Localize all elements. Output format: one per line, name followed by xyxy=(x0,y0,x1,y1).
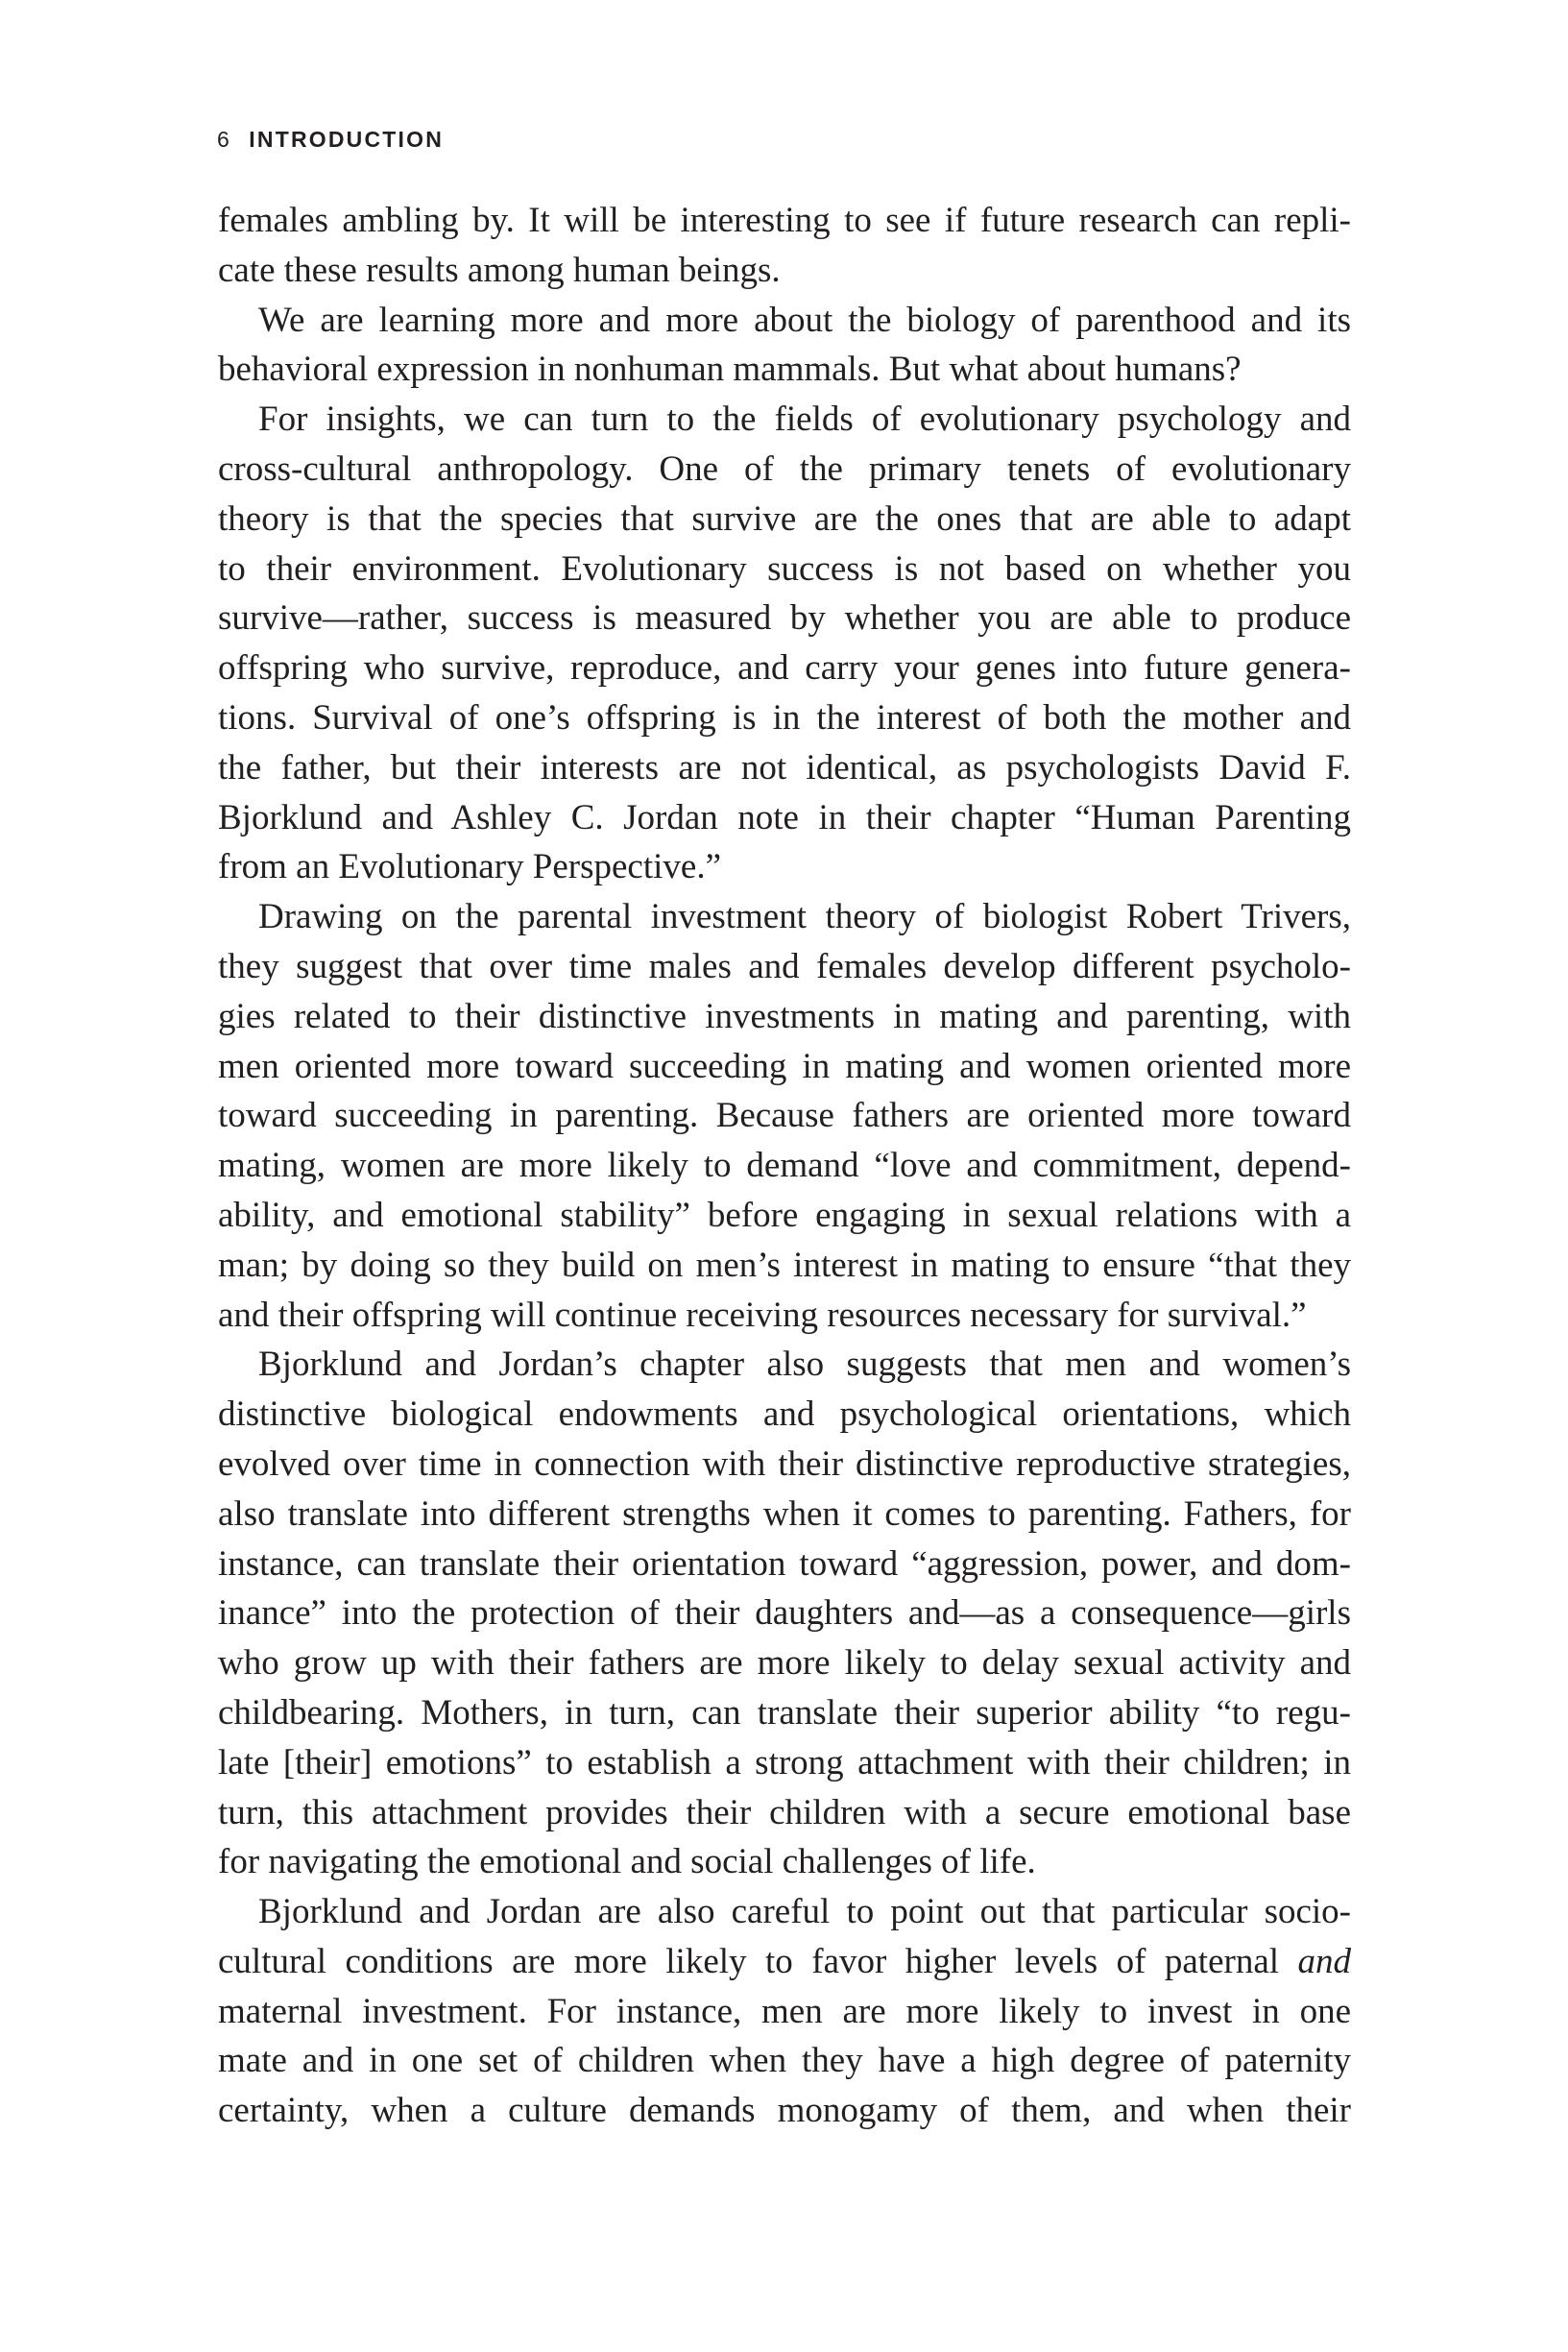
text-line: We are learning more and more about the biology of parenthood and its xyxy=(258,300,1351,340)
body-text xyxy=(218,196,1351,2136)
text-line: behavioral expression in nonhuman mammals. But what about humans? xyxy=(218,350,1242,390)
text-line: Bjorklund and Ashley C. Jordan note in their chapter “Human Parenting xyxy=(218,797,1351,837)
text-line: distinctive biological endowments and psychological orientations, which xyxy=(218,1394,1351,1435)
section-title: INTRODUCTION xyxy=(249,127,445,152)
text-line: to their environment. Evolutionary success is not based on whether you xyxy=(218,548,1351,589)
text-run: cultural conditions are more likely to favor higher levels of paternal xyxy=(218,1941,1298,1981)
text-line xyxy=(218,1937,1351,1987)
text-line: turn, this attachment provides their children with a secure emotional base xyxy=(218,1792,1351,1832)
text-line: mating, women are more likely to demand “love and commitment, depend- xyxy=(218,1146,1351,1186)
text-line: mate and in one set of children when they have a high degree of paternity xyxy=(218,2041,1351,2081)
text-line: certainty, when a culture demands monogamy of them, and when their xyxy=(218,2091,1351,2131)
text-line: from an Evolutionary Perspective.” xyxy=(218,847,721,887)
paragraph xyxy=(218,395,1351,892)
text-line: ability, and emotional stability” before engaging in sexual relations with a xyxy=(218,1195,1351,1235)
text-line: childbearing. Mothers, in turn, can translate their superior ability “to regu- xyxy=(218,1692,1351,1733)
paragraph xyxy=(218,196,1351,296)
text-line: man; by doing so they build on men’s interest in mating to ensure “that they xyxy=(218,1245,1351,1285)
text-line: females ambling by. It will be interesting to see if future research can repli- xyxy=(218,201,1351,240)
text-line: Bjorklund and Jordan’s chapter also suggests that men and women’s xyxy=(258,1345,1351,1385)
text-line: and their offspring will continue receiving resources necessary for survival.” xyxy=(218,1295,1307,1335)
text-line: instance, can translate their orientation toward “aggression, power, and dom- xyxy=(218,1543,1351,1584)
text-line: men oriented more toward succeeding in mating and women oriented more xyxy=(218,1046,1351,1086)
text-line: Drawing on the parental investment theory of biologist Robert Trivers, xyxy=(258,897,1351,937)
emphasis-text: and xyxy=(1297,1941,1351,1981)
text-line: they suggest that over time males and females develop different psycholo- xyxy=(218,946,1351,986)
text-line: tions. Survival of one’s offspring is in the interest of both the mother and xyxy=(218,697,1351,738)
text-line: late [their] emotions” to establish a strong attachment with their children; in xyxy=(218,1742,1351,1782)
text-line: who grow up with their fathers are more likely to delay sexual activity and xyxy=(218,1643,1351,1684)
paragraph xyxy=(218,892,1351,1340)
page-number: 6 xyxy=(217,127,230,152)
text-line: cate these results among human beings. xyxy=(218,250,781,290)
text-line: also translate into different strengths when it comes to parenting. Fathers, for xyxy=(218,1493,1351,1534)
text-line: the father, but their interests are not identical, as psychologists David F. xyxy=(218,747,1351,788)
text-line: gies related to their distinctive investments in mating and parenting, with xyxy=(218,996,1351,1036)
text-line: maternal investment. For instance, men are more likely to invest in one xyxy=(218,1991,1351,2031)
running-head xyxy=(217,126,444,153)
text-line: for navigating the emotional and social challenges of life. xyxy=(218,1842,1036,1882)
text-line: inance” into the protection of their daughters and—as a consequence—girls xyxy=(218,1593,1351,1634)
text-line: Bjorklund and Jordan are also careful to point out that particular socio- xyxy=(258,1892,1351,1932)
paragraph xyxy=(218,1887,1351,2136)
text-line: offspring who survive, reproduce, and carry your genes into future genera- xyxy=(218,648,1351,689)
text-line: evolved over time in connection with their distinctive reproductive strategies, xyxy=(218,1443,1351,1484)
text-line: cross-cultural anthropology. One of the primary tenets of evolutionary xyxy=(218,449,1351,489)
text-line: toward succeeding in parenting. Because fathers are oriented more toward xyxy=(218,1096,1351,1136)
text-line: For insights, we can turn to the fields of evolutionary psychology and xyxy=(258,400,1351,440)
text-line: theory is that the species that survive are the ones that are able to adapt xyxy=(218,498,1351,539)
paragraph xyxy=(218,296,1351,396)
text-line: survive—rather, success is measured by whether you are able to produce xyxy=(218,598,1351,639)
paragraph xyxy=(218,1340,1351,1887)
